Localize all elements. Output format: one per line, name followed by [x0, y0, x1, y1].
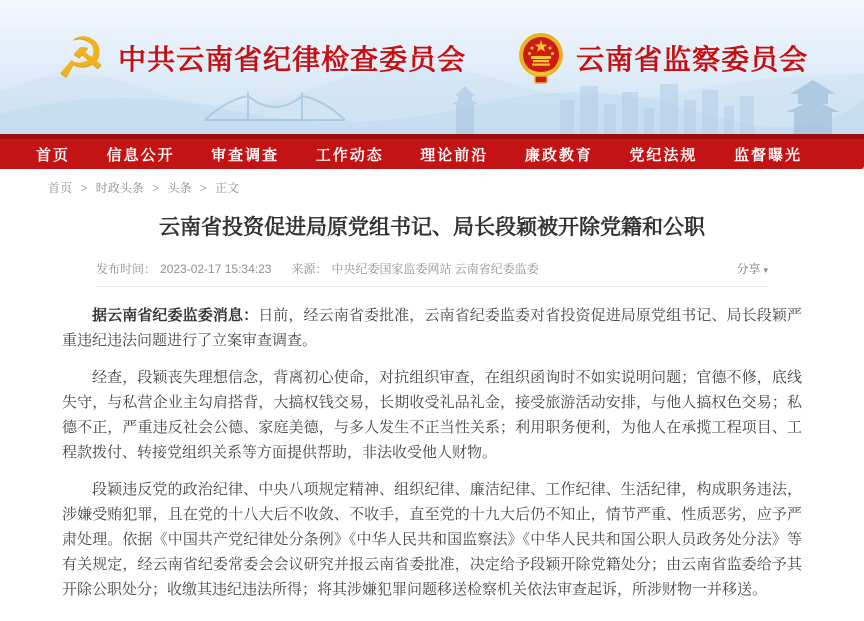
publish-time-label: 发布时间： [96, 262, 157, 276]
article-header [96, 212, 768, 287]
breadcrumb-separator: > [199, 181, 207, 195]
nav-item-exposure[interactable]: 监督曝光 [733, 146, 802, 164]
nav-item-home[interactable]: 首页 [36, 146, 71, 164]
org-supervisory-commission [518, 32, 808, 84]
article-paragraph [62, 365, 802, 465]
nav-item-theory[interactable]: 理论前沿 [420, 146, 489, 164]
national-emblem-icon [518, 32, 564, 84]
publish-time-value: 2023-02-17 15:34:23 [160, 262, 272, 276]
nav-item-work-news[interactable]: 工作动态 [315, 146, 384, 164]
site-banner [0, 0, 864, 134]
article-meta-left [96, 260, 543, 277]
article-title: 云南省投资促进局原党组书记、局长段颖被开除党籍和公职 [159, 216, 705, 239]
article-body [62, 303, 802, 602]
org1-title: 中共云南省纪律检查委员会 [118, 44, 467, 75]
party-emblem-icon: ☭ [55, 26, 107, 89]
org-discipline-commission [55, 26, 467, 89]
nav-item-education[interactable]: 廉政教育 [524, 146, 593, 164]
breadcrumb-separator: > [152, 181, 160, 195]
paragraph-text: 日前，经云南省委批准，云南省纪委监委对省投资促进局原党组书记、局长段颖严重违纪违法问题进行了立案审查调查。 [62, 307, 802, 349]
share-label: 分享 [736, 262, 761, 276]
paragraph-text: 段颖违反党的政治纪律、中央八项规定精神、组织纪律、廉洁纪律、工作纪律、生活纪律，构成职务违法，涉嫌受贿犯罪，且在党的十八大后不收敛、不收手，直至党的十九大后仍不知止，情节严重、性质恶劣，应予严肃处理。依据《中国共产党纪律处分条例》《中华人民共和国监察法》《中华人民共和国公职人员政务处分法》等有关规定，经云南省纪委常委会会议研究并报云南省委批准，决定给予段颖开除党籍处分；由云南省监委给予其开除公职处分；收缴其违纪违法所得；将其涉嫌犯罪问题移送检察机关依法审查起诉，所涉财物一并移送。 [62, 481, 802, 598]
breadcrumb-politics-headlines[interactable]: 时政头条 [95, 181, 144, 195]
article-meta [96, 260, 768, 287]
caret-down-icon: ▾ [763, 265, 768, 275]
breadcrumb-home[interactable]: 首页 [48, 181, 73, 195]
nav-item-regulations[interactable]: 党纪法规 [629, 146, 698, 164]
nav-item-public-info[interactable]: 信息公开 [106, 146, 175, 164]
source-value: 中央纪委国家监委网站 云南省纪委监委 [331, 262, 539, 276]
org2-title: 云南省监察委员会 [576, 44, 809, 75]
article-paragraph [62, 303, 802, 353]
article-paragraph [62, 477, 802, 602]
breadcrumb [48, 179, 864, 196]
source-label: 来源： [291, 262, 328, 276]
breadcrumb-current: 正文 [215, 181, 240, 195]
share-button[interactable] [736, 260, 768, 277]
paragraph-text: 经查，段颖丧失理想信念，背离初心使命，对抗组织审查，在组织函询时不如实说明问题；官德不修，底线失守，与私营企业主勾肩搭背，大搞权钱交易，长期收受礼品礼金，接受旅游活动安排，与他人搞权色交易；私德不正，严重违反社会公德、家庭美德，与多人发生不正当性关系；利用职务便利，为他人在承揽工程项目、工程款拨付、转接党组织关系等方面提供帮助，非法收受他人财物。 [62, 369, 802, 461]
breadcrumb-headlines[interactable]: 头条 [167, 181, 192, 195]
banner-inner [0, 0, 864, 134]
breadcrumb-separator: > [80, 181, 88, 195]
main-navbar [0, 139, 864, 169]
nav-item-investigation[interactable]: 审查调查 [211, 146, 280, 164]
paragraph-lead: 据云南省纪委监委消息： [92, 307, 259, 324]
